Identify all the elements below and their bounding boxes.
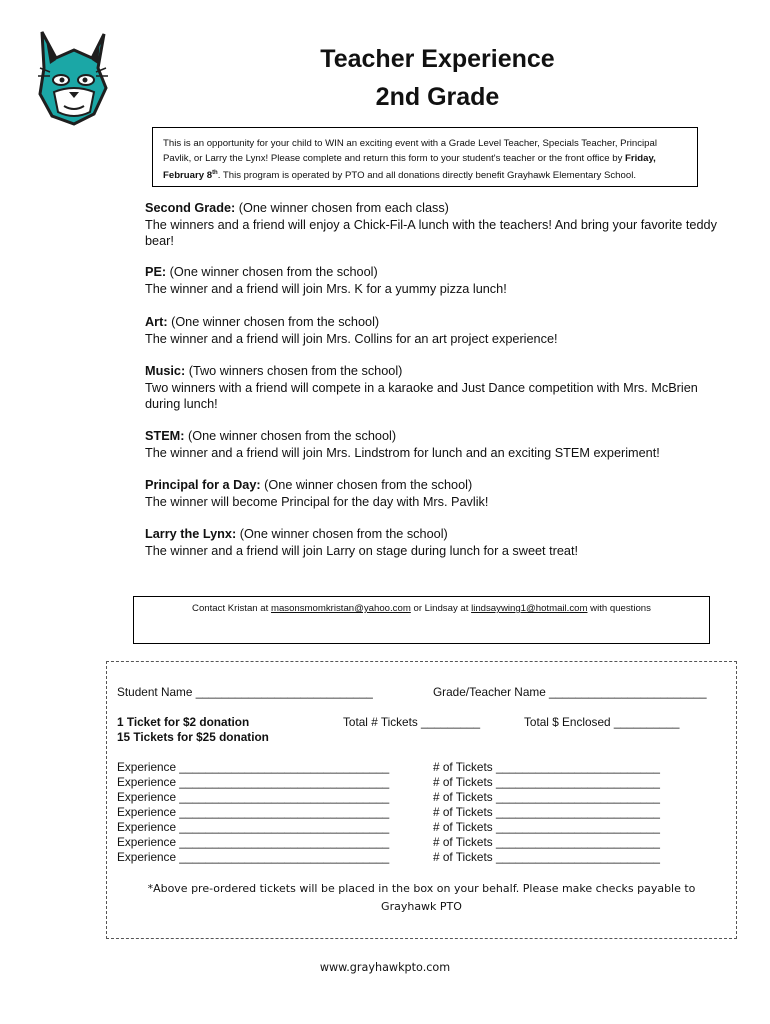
section-sub: (One winner chosen from the school) bbox=[260, 478, 473, 492]
contact-prefix: Contact Kristan at bbox=[192, 603, 271, 614]
page-title: Teacher Experience bbox=[320, 45, 555, 73]
intro-box bbox=[152, 127, 698, 187]
intro-text: This is an opportunity for your child to WIN an exciting event with a Grade Level Teacher, Specials Teacher, Principal Pavlik, or Larry the Lynx! Please complete and return this form to your student's teacher or the front office by bbox=[163, 138, 657, 164]
footer-website[interactable]: www.grayhawkpto.com bbox=[319, 961, 451, 974]
section-label: Larry the Lynx: bbox=[145, 527, 237, 541]
email-link-kristan[interactable]: masonsmomkristan@yahoo.com bbox=[270, 603, 411, 614]
contact-middle: or Lindsay at bbox=[410, 603, 472, 614]
section-art bbox=[145, 314, 725, 347]
section-desc: Two winners with a friend will compete in a karaoke and Just Dance competition with Mrs. McBrien during lunch! bbox=[145, 380, 698, 411]
form-note bbox=[107, 880, 736, 916]
experience-field[interactable]: Experience ________________________________ bbox=[117, 760, 390, 774]
section-sub: (One winner chosen from the school) bbox=[166, 265, 378, 279]
section-label: Second Grade: bbox=[145, 201, 236, 215]
section-sub: (One winner chosen from each class) bbox=[235, 201, 449, 215]
section-pe bbox=[145, 264, 725, 297]
section-label: Art: bbox=[145, 315, 168, 329]
section-label: STEM: bbox=[145, 429, 185, 443]
experience-field[interactable]: Experience ________________________________ bbox=[117, 790, 390, 804]
section-desc: The winner will become Principal for the day with Mrs. Pavlik! bbox=[145, 494, 489, 509]
intro-deadline: Friday, February 8 bbox=[163, 153, 656, 182]
ticket-count-field[interactable]: # of Tickets _________________________ bbox=[433, 850, 660, 864]
ticket-count-field[interactable]: # of Tickets _________________________ bbox=[433, 820, 660, 834]
total-enclosed-field[interactable]: Total $ Enclosed __________ bbox=[524, 715, 680, 729]
section-sub: (One winner chosen from the school) bbox=[167, 315, 380, 329]
ticket-count-field[interactable]: # of Tickets _________________________ bbox=[433, 760, 660, 774]
contact-suffix: with questions bbox=[587, 603, 651, 614]
section-second-grade bbox=[145, 200, 725, 250]
section-larry bbox=[145, 526, 725, 559]
section-desc: The winner and a friend will join Mrs. Collins for an art project experience! bbox=[145, 331, 558, 346]
ticket-count-field[interactable]: # of Tickets _________________________ bbox=[433, 835, 660, 849]
section-desc: The winner and a friend will join Larry on stage during lunch for a sweet treat! bbox=[145, 543, 579, 558]
contact-box bbox=[133, 596, 710, 644]
section-label: PE: bbox=[145, 265, 167, 279]
form-note-line2: Grayhawk PTO bbox=[381, 900, 462, 913]
intro-deadline-suffix: th bbox=[212, 170, 218, 176]
section-principal bbox=[145, 477, 725, 510]
section-sub: (One winner chosen from the school) bbox=[236, 527, 448, 541]
ticket-count-field[interactable]: # of Tickets _________________________ bbox=[433, 790, 660, 804]
price-single: 1 Ticket for $2 donation bbox=[117, 715, 250, 729]
section-desc: The winners and a friend will enjoy a Chick-Fil-A lunch with the teachers! And bring your favorite teddy bear! bbox=[145, 217, 717, 248]
section-desc: The winner and a friend will join Mrs. K for a yummy pizza lunch! bbox=[145, 281, 507, 296]
section-sub: (Two winners chosen from the school) bbox=[185, 364, 403, 378]
total-tickets-field[interactable]: Total # Tickets _________ bbox=[343, 715, 481, 729]
email-link-lindsay[interactable]: lindsaywing1@hotmail.com bbox=[471, 603, 588, 614]
grade-teacher-field[interactable]: Grade/Teacher Name ________________________ bbox=[433, 685, 707, 699]
ticket-count-field[interactable]: # of Tickets _________________________ bbox=[433, 775, 660, 789]
section-label: Principal for a Day: bbox=[145, 478, 261, 492]
price-bundle: 15 Tickets for $25 donation bbox=[117, 730, 269, 744]
experience-field[interactable]: Experience ________________________________ bbox=[117, 775, 390, 789]
form-note-line1: *Above pre-ordered tickets will be placed in the box on your behalf. Please make checks payable to bbox=[147, 882, 696, 895]
experience-field[interactable]: Experience ________________________________ bbox=[117, 805, 390, 819]
order-form bbox=[106, 661, 737, 939]
section-stem bbox=[145, 428, 725, 461]
experience-field[interactable]: Experience ________________________________ bbox=[117, 835, 390, 849]
ticket-count-field[interactable]: # of Tickets _________________________ bbox=[433, 805, 660, 819]
lynx-mascot-icon bbox=[34, 28, 112, 128]
experience-field[interactable]: Experience ________________________________ bbox=[117, 820, 390, 834]
section-sub: (One winner chosen from the school) bbox=[184, 429, 397, 443]
experience-field[interactable]: Experience ________________________________ bbox=[117, 850, 390, 864]
section-label: Music: bbox=[145, 364, 186, 378]
student-name-field[interactable]: Student Name ___________________________ bbox=[117, 685, 373, 699]
intro-text-end: . This program is operated by PTO and all donations directly benefit Grayhawk Elementary School. bbox=[217, 170, 636, 182]
page-subtitle: 2nd Grade bbox=[375, 83, 500, 111]
section-desc: The winner and a friend will join Mrs. Lindstrom for lunch and an exciting STEM experiment! bbox=[145, 445, 660, 460]
section-music bbox=[145, 363, 725, 413]
